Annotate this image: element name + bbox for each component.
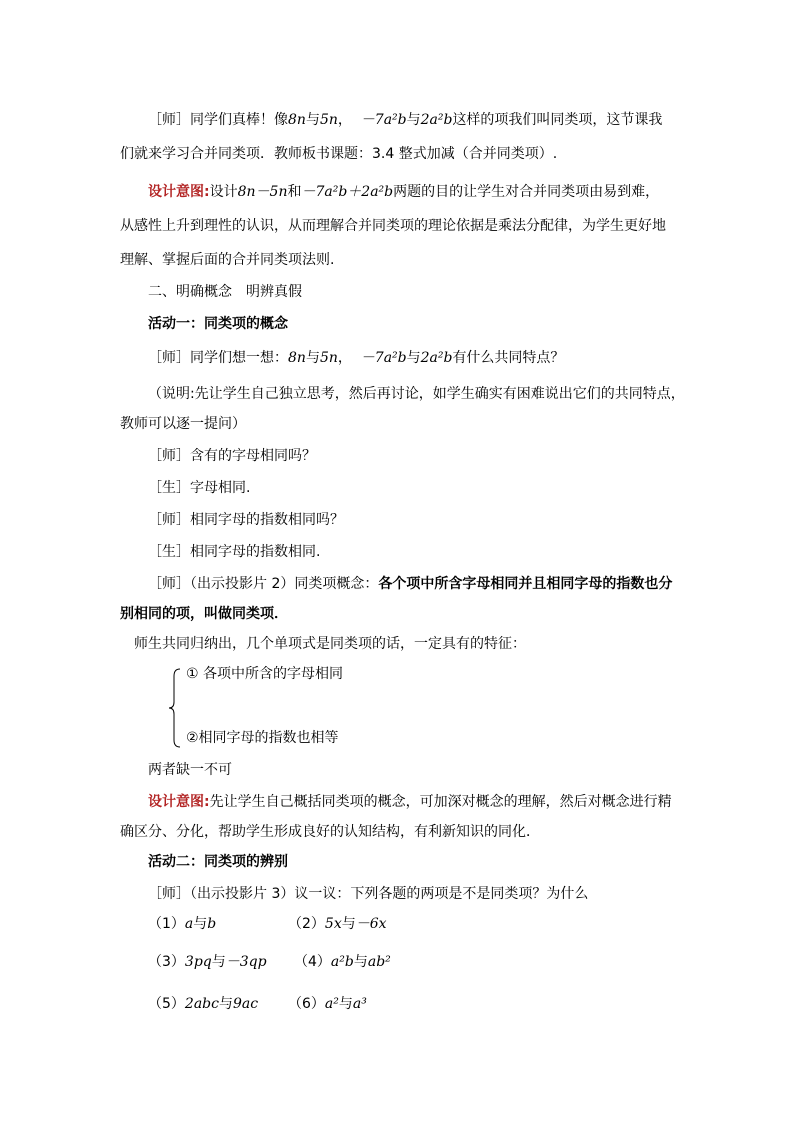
math-term: 9ac — [232, 996, 259, 1012]
teacher-intro-line-2: 们就来学习合并同类项．教师板书课题：3.4 整式加减（合并同类项）. — [120, 146, 558, 162]
math-term: a³ — [352, 996, 367, 1012]
design-intent-1-line-2: 从感性上升到理性的认识，从而理解合并同类项的理论依据是乘法分配律，为学生更好地 — [120, 218, 666, 234]
text: 设计 — [209, 184, 238, 200]
dialogue-student-1: ［生］字母相同. — [148, 480, 251, 496]
exercise-item-5 — [148, 994, 258, 1014]
text: ［师］同学们想一想： — [148, 350, 288, 366]
summary-line: 师生共同归纳出，几个单项式是同类项的话，一定具有的特征： — [134, 636, 526, 652]
text: 与 — [211, 954, 226, 970]
teacher-intro-line-1 — [148, 110, 662, 130]
math-term: 2a²b — [420, 350, 453, 366]
item-number: （1） — [148, 916, 185, 932]
math-term: －3qp — [225, 954, 267, 970]
math-term: －7a²b＋2a²b — [301, 184, 394, 200]
text: 与 — [406, 112, 421, 128]
dialogue-teacher-2: ［师］相同字母的指数相同吗？ — [148, 512, 344, 528]
math-term: a²b — [330, 954, 354, 970]
design-intent-label: 设计意图: — [148, 794, 210, 810]
design-intent-1-line-1 — [148, 182, 659, 202]
math-term: 2abc — [184, 996, 219, 1012]
definition-line-1 — [148, 574, 672, 594]
both-required: 两者缺一不可 — [148, 762, 232, 778]
definition-text: 各个项中所含字母相同并且相同字母的指数也分 — [378, 576, 673, 592]
math-term: 8n — [288, 112, 306, 128]
activity-2-question: ［师］（出示投影片 3）议一议：下列各题的两项是不是同类项？为什么 — [148, 886, 589, 902]
math-term: 8n－5n — [237, 184, 288, 200]
exercise-item-3 — [148, 952, 267, 972]
math-term: ab² — [367, 954, 391, 970]
feature-2: ②相同字母的指数也相等 — [186, 730, 339, 746]
item-number: （6） — [288, 996, 325, 1012]
math-term: 2a²b — [420, 112, 453, 128]
note-line-1: （说明:先让学生自己独立思考，然后再讨论，如学生确实有困难说出它们的共同特点， — [148, 386, 685, 402]
design-intent-2-line-1 — [148, 792, 672, 812]
text: ［师］同学们真棒！像 — [148, 112, 288, 128]
text: 与 — [218, 996, 233, 1012]
math-term: －7a²b — [360, 350, 407, 366]
text: 与 — [341, 916, 356, 932]
exercise-item-1 — [148, 914, 216, 934]
math-term: －7a²b — [360, 112, 407, 128]
feature-1: ① 各项中所含的字母相同 — [186, 666, 344, 682]
text: 先让学生自己概括同类项的概念，可加深对概念的理解，然后对概念进行精 — [209, 794, 672, 810]
text: 两题的目的让学生对合并同类项由易到难， — [393, 184, 660, 200]
item-number: （5） — [148, 996, 185, 1012]
design-intent-label: 设计意图: — [148, 184, 210, 200]
item-number: （4） — [294, 954, 331, 970]
math-term: －6x — [355, 916, 387, 932]
design-intent-1-line-3: 理解、掌握后面的合并同类项法则. — [120, 252, 335, 268]
text: 与 — [406, 350, 421, 366]
item-number: （2） — [288, 916, 325, 932]
math-term: a² — [324, 996, 339, 1012]
math-term: b — [207, 916, 217, 932]
activity-1-question — [148, 348, 564, 368]
math-term: 5x — [324, 916, 342, 932]
text: 与 — [305, 112, 320, 128]
brace-icon — [168, 668, 182, 748]
section-heading: 二、明确概念 明辨真假 — [148, 284, 302, 300]
note-line-2: 教师可以逐一提问） — [120, 416, 246, 432]
text: 和 — [287, 184, 302, 200]
dialogue-teacher-1: ［师］含有的字母相同吗？ — [148, 448, 316, 464]
design-intent-2-line-2: 确区分、分化，帮助学生形成良好的认知结构，有利新知识的同化． — [120, 824, 540, 840]
text: 这样的项我们叫同类项，这节课我 — [452, 112, 663, 128]
text: 与 — [338, 996, 353, 1012]
definition-line-2: 别相同的项，叫做同类项． — [120, 606, 288, 622]
math-term: a — [184, 916, 194, 932]
text: ［师］（出示投影片 2）同类项概念： — [148, 576, 379, 592]
text: 与 — [353, 954, 368, 970]
math-term: 5n — [319, 112, 338, 128]
text: 与 — [305, 350, 320, 366]
text: ， — [337, 350, 352, 366]
item-number: （3） — [148, 954, 185, 970]
exercise-item-4 — [294, 952, 391, 972]
exercise-item-6 — [288, 994, 367, 1014]
math-term: 3pq — [184, 954, 212, 970]
activity-1-title: 活动一：同类项的概念 — [148, 316, 288, 332]
text: ， — [337, 112, 352, 128]
exercise-item-2 — [288, 914, 387, 934]
math-term: 8n — [288, 350, 306, 366]
math-term: 5n — [319, 350, 338, 366]
dialogue-student-2: ［生］相同字母的指数相同. — [148, 544, 321, 560]
activity-2-title: 活动二：同类项的辨别 — [148, 854, 288, 870]
text: 有什么共同特点？ — [452, 350, 565, 366]
text: 与 — [193, 916, 208, 932]
